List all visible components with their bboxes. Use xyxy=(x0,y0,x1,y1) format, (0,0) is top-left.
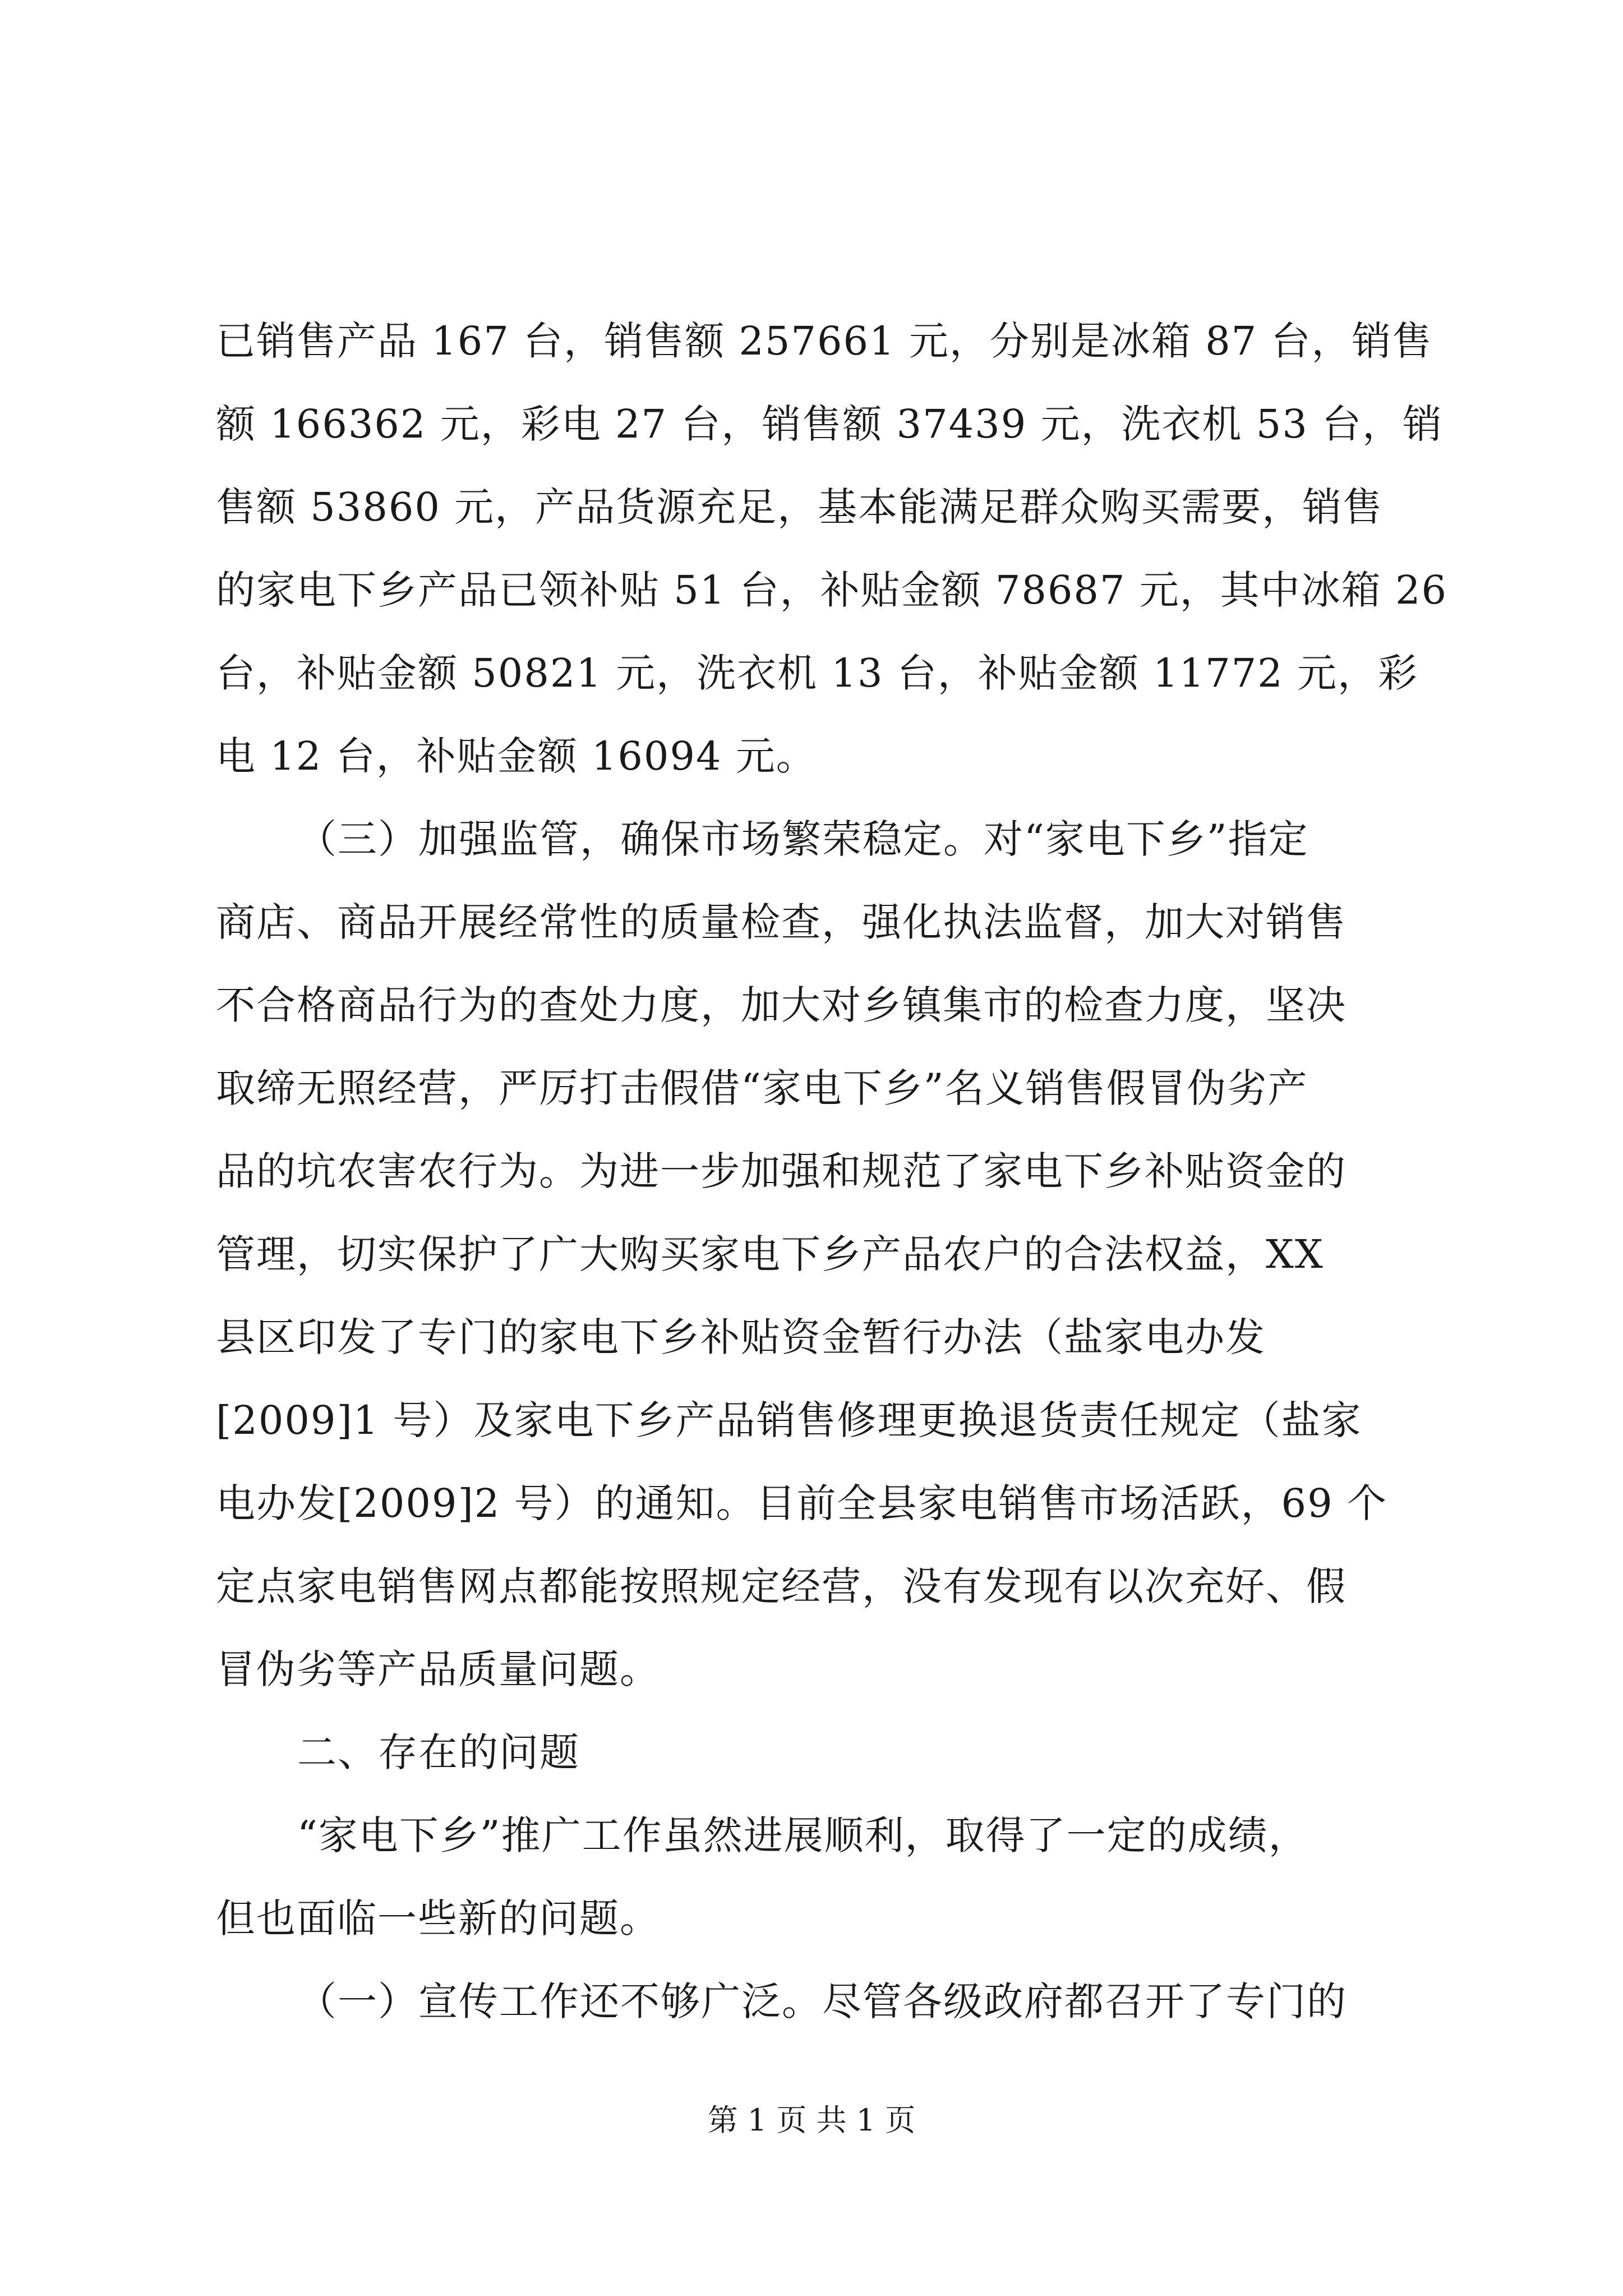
text-line: 县区印发了专门的家电下乡补贴资金暂行办法（盐家电办发 xyxy=(216,1314,1266,1360)
text-line: 电办发[2009]2 号）的通知。目前全县家电销售市场活跃，69 个 xyxy=(216,1480,1387,1526)
text-line: 台，补贴金额 50821 元，洗衣机 13 台，补贴金额 11772 元，彩 xyxy=(216,650,1418,696)
text-line: 定点家电销售网点都能按照规定经营，没有发现有以次充好、假 xyxy=(216,1563,1347,1609)
section-heading: 二、存在的问题 xyxy=(297,1729,580,1775)
paragraph-start-line: （一）宣传工作还不够广泛。尽管各级政府都召开了专门的 xyxy=(297,1978,1347,2024)
text-line: 冒伪劣等产品质量问题。 xyxy=(216,1646,660,1692)
text-line: 商店、商品开展经常性的质量检查，强化执法监督，加大对销售 xyxy=(216,899,1347,945)
text-line: 但也面临一些新的问题。 xyxy=(216,1895,660,1941)
text-line: 已销售产品 167 台，销售额 257661 元，分别是冰箱 87 台，销售 xyxy=(216,318,1433,364)
text-line: 不合格商品行为的查处力度，加大对乡镇集市的检查力度，坚决 xyxy=(216,982,1347,1028)
text-line: 售额 53860 元，产品货源充足，基本能满足群众购买需要，销售 xyxy=(216,484,1384,530)
text-line: 管理，切实保护了广大购买家电下乡产品农户的合法权益，XX xyxy=(216,1231,1324,1277)
text-line: 的家电下乡产品已领补贴 51 台，补贴金额 78687 元，其中冰箱 26 xyxy=(216,567,1448,613)
paragraph-start-line: “家电下乡”推广工作虽然进展顺利，取得了一定的成绩， xyxy=(297,1812,1309,1858)
paragraph-start-line: （三）加强监管，确保市场繁荣稳定。对“家电下乡”指定 xyxy=(297,816,1309,862)
page-footer: 第 1 页 共 1 页 xyxy=(707,2102,916,2138)
text-line: 品的坑农害农行为。为进一步加强和规范了家电下乡补贴资金的 xyxy=(216,1148,1347,1194)
text-line: 额 166362 元，彩电 27 台，销售额 37439 元，洗衣机 53 台，销 xyxy=(216,401,1444,447)
text-line: [2009]1 号）及家电下乡产品销售修理更换退货责任规定（盐家 xyxy=(216,1397,1362,1443)
text-line: 取缔无照经营，严厉打击假借“家电下乡”名义销售假冒伪劣产 xyxy=(216,1065,1308,1111)
text-line: 电 12 台，补贴金额 16094 元。 xyxy=(216,733,817,779)
